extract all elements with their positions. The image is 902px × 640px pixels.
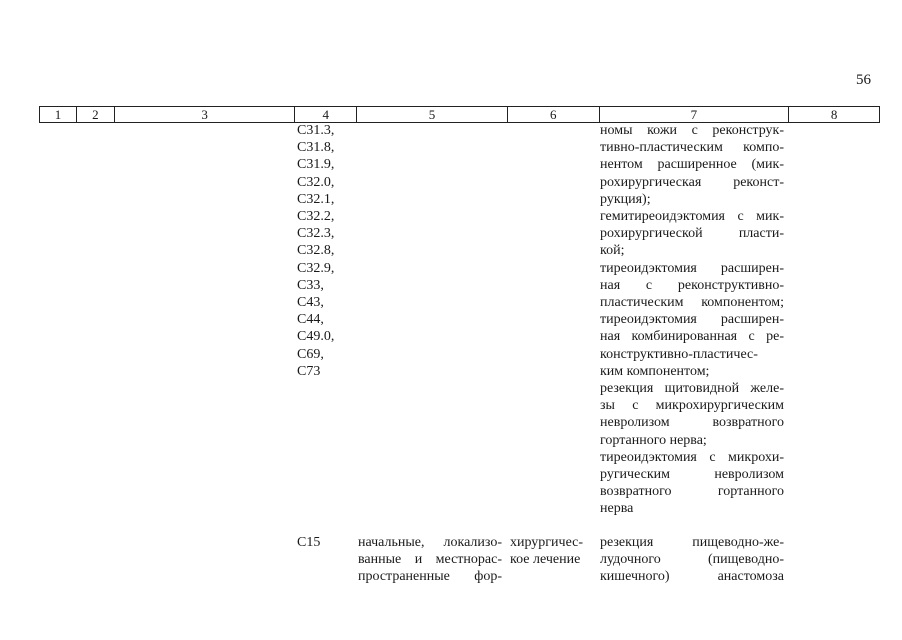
- diagnosis-code: C32.1,: [297, 191, 335, 207]
- treatment-line: гемитиреоидэктомия с мик-: [600, 209, 784, 225]
- diagnosis-code: C32.2,: [297, 209, 335, 225]
- diagnosis-code: C32.9,: [297, 260, 335, 276]
- treatment-line: тивно-пластическим компо-: [600, 140, 784, 156]
- treatment-line: рохирургическая реконст-: [600, 174, 784, 190]
- treatment-type-line: кое лечение: [510, 552, 581, 568]
- treatment-line: ная комбинированная с ре-: [600, 329, 784, 345]
- column-number-8: 8: [830, 107, 838, 122]
- diagnosis-code: C31.3,: [297, 123, 335, 138]
- treatment-type-cell: [510, 534, 596, 568]
- treatment-line: кишечного) анастомоза: [600, 569, 784, 585]
- treatment-line: ная с реконструктивно-: [600, 277, 784, 293]
- treatment-line: зы с микрохирургическим: [600, 398, 784, 414]
- treatment-line: рукция);: [600, 191, 651, 207]
- treatment-line: невролизом возвратного: [600, 415, 784, 431]
- diagnosis-code: C49.0,: [297, 329, 335, 345]
- page-number: 56: [856, 72, 871, 88]
- patient-model-cell: [358, 534, 502, 586]
- diagnosis-code: C43,: [297, 295, 324, 311]
- treatment-methods-cell: [600, 122, 784, 518]
- diagnosis-code: C32.8,: [297, 243, 335, 259]
- treatment-line: тиреоидэктомия расширен-: [600, 260, 784, 276]
- treatment-line: рохирургической пласти-: [600, 226, 784, 242]
- treatment-line: тиреоидэктомия с микрохи-: [600, 449, 784, 465]
- column-number-7: 7: [600, 107, 790, 122]
- treatment-line: лудочного (пищеводно-: [600, 552, 784, 568]
- treatment-type-line: хирургичес-: [510, 535, 584, 550]
- treatment-line: номы кожи с реконструк-: [600, 123, 784, 138]
- column-number-4: 4: [295, 107, 357, 122]
- column-number-2: 2: [77, 107, 115, 122]
- column-number-6: 6: [508, 107, 600, 122]
- treatment-line: ругическим невролизом: [600, 467, 784, 483]
- column-number-1: 1: [40, 107, 77, 122]
- treatment-line: резекция пищеводно-же-: [600, 535, 784, 550]
- patient-model-line: ванные и местнорас-: [358, 552, 502, 568]
- patient-model-line: пространенные фор-: [358, 569, 502, 585]
- diagnosis-code: C32.3,: [297, 226, 335, 242]
- column-number-header: [39, 106, 880, 123]
- diagnosis-codes-cell: [297, 122, 334, 380]
- treatment-line: тиреоидэктомия расширен-: [600, 312, 784, 328]
- treatment-line: ким компонентом;: [600, 363, 710, 379]
- column-number-3: 3: [115, 107, 296, 122]
- diagnosis-code: C69,: [297, 346, 324, 362]
- column-number-5: 5: [357, 107, 508, 122]
- treatment-line: возвратного гортанного: [600, 484, 784, 500]
- diagnosis-code: C15: [297, 535, 321, 550]
- treatment-line: нентом расширенное (мик-: [600, 157, 784, 173]
- treatment-line: резекция щитовидной желе-: [600, 381, 784, 397]
- treatment-line: нерва: [600, 501, 634, 517]
- treatment-line: гортанного нерва;: [600, 432, 707, 448]
- treatment-line: пластическим компонентом;: [600, 295, 784, 311]
- diagnosis-code: C44,: [297, 312, 324, 328]
- diagnosis-code: C33,: [297, 277, 324, 293]
- diagnosis-code: C31.8,: [297, 140, 335, 156]
- treatment-line: кой;: [600, 243, 625, 259]
- diagnosis-code: C32.0,: [297, 174, 335, 190]
- treatment-line: конструктивно-пластичес-: [600, 346, 758, 362]
- diagnosis-code: C31.9,: [297, 157, 335, 173]
- diagnosis-code: C73: [297, 363, 321, 379]
- treatment-methods-cell-2: [600, 534, 784, 586]
- patient-model-line: начальные, локализо-: [358, 535, 502, 550]
